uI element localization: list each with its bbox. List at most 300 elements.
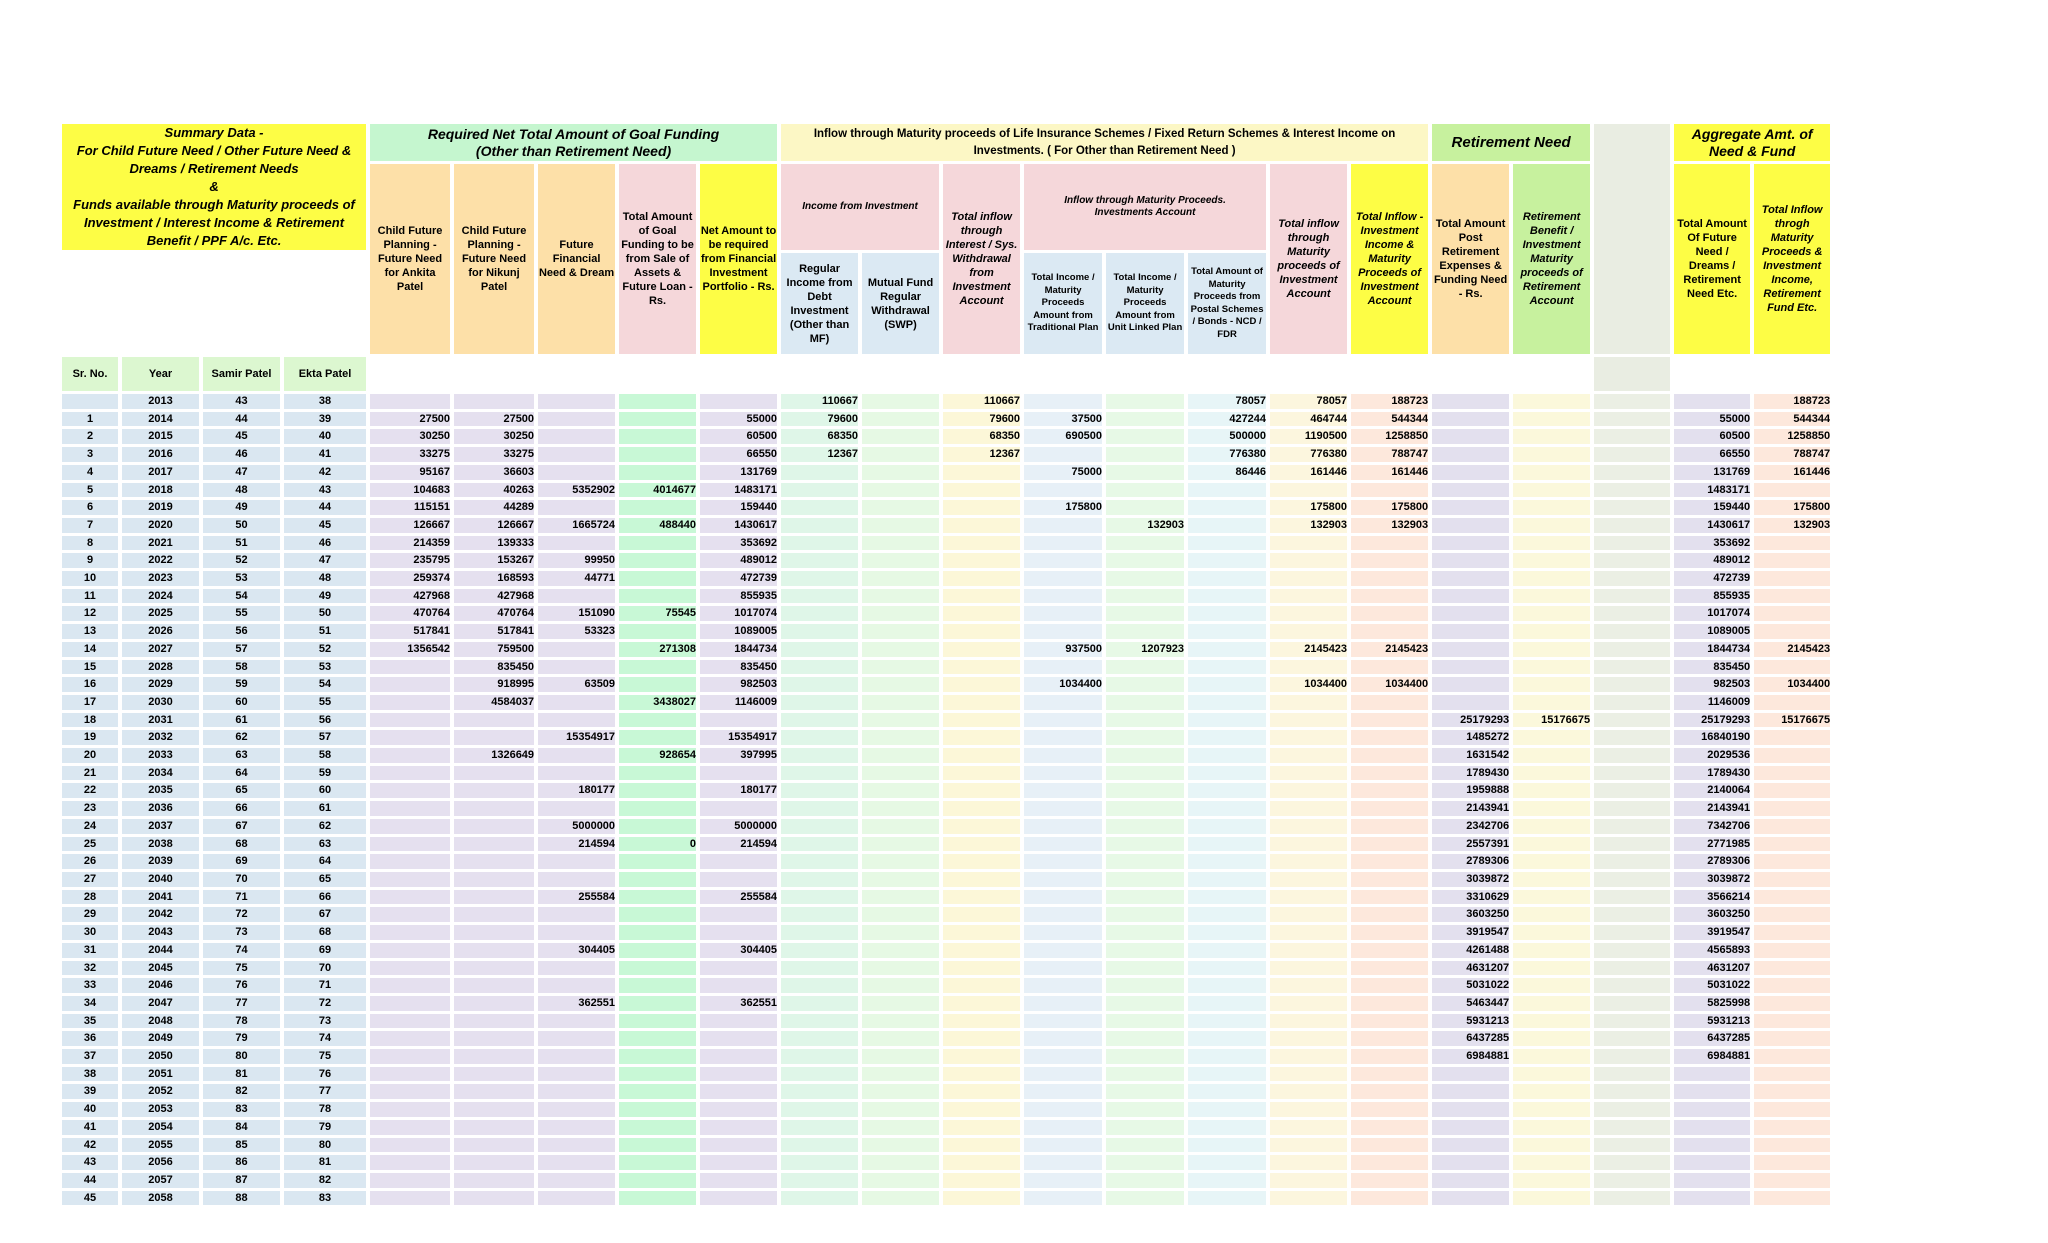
cell-post-retirement [1432, 465, 1509, 480]
cell-net-amount: 131769 [700, 465, 777, 480]
cell-net-amount: 1089005 [700, 624, 777, 639]
gap-cell [1594, 553, 1670, 568]
cell-samir-age: 86 [203, 1155, 280, 1170]
aggregate-header: Aggregate Amt. of Need & Fund [1674, 124, 1830, 161]
table-row [62, 801, 1830, 816]
cell-postal-schemes [1188, 536, 1266, 551]
cell-ekta-age: 47 [284, 553, 366, 568]
cell-retirement-benefit [1513, 872, 1590, 887]
cell-unit-linked [1106, 536, 1184, 551]
cell-goal-funding-assets [619, 1102, 696, 1117]
cell-nikunj-need: 33275 [454, 447, 534, 462]
cell-traditional-plan [1024, 907, 1102, 922]
cell-future-need: 180177 [538, 783, 615, 798]
cell-future-need [538, 1084, 615, 1099]
cell-nikunj-need: 126667 [454, 518, 534, 533]
cell-regular-income [781, 677, 858, 692]
cell-nikunj-need [454, 978, 534, 993]
cell-traditional-plan [1024, 624, 1102, 639]
cell-regular-income [781, 500, 858, 515]
cell-year: 2034 [122, 766, 199, 781]
cell-retirement-benefit [1513, 1138, 1590, 1153]
cell-future-need [538, 642, 615, 657]
cell-samir-age: 44 [203, 412, 280, 427]
cell-unit-linked [1106, 961, 1184, 976]
cell-year: 2021 [122, 536, 199, 551]
cell-samir-age: 74 [203, 943, 280, 958]
gap-cell [1594, 961, 1670, 976]
cell-aggregate-inflow [1754, 872, 1830, 887]
cell-year: 2020 [122, 518, 199, 533]
cell-aggregate-need [1674, 1067, 1750, 1082]
cell-unit-linked [1106, 1014, 1184, 1029]
cell-ekta-age: 74 [284, 1031, 366, 1046]
cell-traditional-plan [1024, 1173, 1102, 1188]
gap-cell [1594, 766, 1670, 781]
cell-swp [862, 907, 939, 922]
cell-swp [862, 429, 939, 444]
inflow-maturity-header: Inflow through Maturity Proceeds. Investments Account [1024, 164, 1266, 250]
cell-unit-linked [1106, 624, 1184, 639]
cell-post-retirement: 3039872 [1432, 872, 1509, 887]
cell-retirement-benefit [1513, 943, 1590, 958]
cell-future-need: 1665724 [538, 518, 615, 533]
gap-cell [1594, 394, 1670, 409]
cell-net-amount [700, 1084, 777, 1099]
cell-nikunj-need: 139333 [454, 536, 534, 551]
cell-total-inflow-investment [1351, 766, 1428, 781]
cell-aggregate-inflow [1754, 996, 1830, 1011]
cell-ankita-need [370, 1102, 450, 1117]
cell-total-inflow-investment [1351, 660, 1428, 675]
cell-retirement-benefit [1513, 660, 1590, 675]
cell-sr-no: 11 [62, 589, 118, 604]
cell-total-inflow-investment [1351, 1155, 1428, 1170]
cell-net-amount: 60500 [700, 429, 777, 444]
gap-cell [1594, 447, 1670, 462]
cell-future-need [538, 713, 615, 728]
cell-year: 2033 [122, 748, 199, 763]
cell-nikunj-need: 835450 [454, 660, 534, 675]
table-row [62, 1049, 1830, 1064]
gap-cell [1594, 465, 1670, 480]
cell-total-inflow-maturity [1270, 606, 1347, 621]
cell-postal-schemes: 78057 [1188, 394, 1266, 409]
cell-regular-income [781, 996, 858, 1011]
cell-total-inflow-maturity [1270, 536, 1347, 551]
cell-regular-income: 12367 [781, 447, 858, 462]
cell-traditional-plan: 37500 [1024, 412, 1102, 427]
cell-retirement-benefit [1513, 589, 1590, 604]
cell-unit-linked: 132903 [1106, 518, 1184, 533]
cell-sr-no: 12 [62, 606, 118, 621]
cell-samir-age: 60 [203, 695, 280, 710]
cell-aggregate-need: 2771985 [1674, 837, 1750, 852]
cell-year: 2015 [122, 429, 199, 444]
cell-total-inflow-interest [943, 1173, 1020, 1188]
cell-future-need: 15354917 [538, 730, 615, 745]
cell-samir-age: 54 [203, 589, 280, 604]
cell-total-inflow-maturity [1270, 1155, 1347, 1170]
cell-swp [862, 1138, 939, 1153]
cell-traditional-plan [1024, 1191, 1102, 1206]
cell-goal-funding-assets [619, 1138, 696, 1153]
cell-post-retirement: 2789306 [1432, 854, 1509, 869]
cell-postal-schemes [1188, 553, 1266, 568]
cell-total-inflow-maturity [1270, 713, 1347, 728]
cell-future-need [538, 1049, 615, 1064]
cell-sr-no: 19 [62, 730, 118, 745]
cell-ankita-need [370, 1014, 450, 1029]
cell-year: 2022 [122, 553, 199, 568]
cell-swp [862, 890, 939, 905]
cell-sr-no: 35 [62, 1014, 118, 1029]
cell-ekta-age: 42 [284, 465, 366, 480]
cell-swp [862, 500, 939, 515]
cell-postal-schemes [1188, 907, 1266, 922]
cell-aggregate-need: 2140064 [1674, 783, 1750, 798]
cell-aggregate-inflow [1754, 1138, 1830, 1153]
cell-postal-schemes [1188, 872, 1266, 887]
cell-year: 2019 [122, 500, 199, 515]
cell-year: 2038 [122, 837, 199, 852]
cell-post-retirement [1432, 500, 1509, 515]
cell-ekta-age: 73 [284, 1014, 366, 1029]
cell-future-need [538, 1067, 615, 1082]
cell-retirement-benefit [1513, 606, 1590, 621]
cell-ekta-age: 49 [284, 589, 366, 604]
cell-aggregate-inflow [1754, 571, 1830, 586]
cell-goal-funding-assets [619, 872, 696, 887]
table-row [62, 766, 1830, 781]
cell-traditional-plan [1024, 1049, 1102, 1064]
gap-cell [1594, 1120, 1670, 1135]
cell-year: 2032 [122, 730, 199, 745]
cell-traditional-plan [1024, 1031, 1102, 1046]
cell-total-inflow-investment: 788747 [1351, 447, 1428, 462]
cell-regular-income [781, 943, 858, 958]
cell-ankita-need: 27500 [370, 412, 450, 427]
cell-unit-linked [1106, 713, 1184, 728]
cell-aggregate-inflow [1754, 961, 1830, 976]
cell-ankita-need [370, 695, 450, 710]
cell-aggregate-need [1674, 1191, 1750, 1206]
cell-total-inflow-maturity [1270, 589, 1347, 604]
cell-year: 2052 [122, 1084, 199, 1099]
cell-traditional-plan [1024, 872, 1102, 887]
cell-swp [862, 801, 939, 816]
cell-net-amount: 5000000 [700, 819, 777, 834]
cell-aggregate-inflow [1754, 854, 1830, 869]
cell-retirement-benefit [1513, 429, 1590, 444]
cell-nikunj-need [454, 1173, 534, 1188]
gap-cell [1594, 624, 1670, 639]
cell-aggregate-need: 1017074 [1674, 606, 1750, 621]
cell-total-inflow-investment [1351, 1120, 1428, 1135]
cell-regular-income [781, 890, 858, 905]
cell-aggregate-inflow [1754, 1084, 1830, 1099]
cell-total-inflow-investment [1351, 872, 1428, 887]
gap-cell [1594, 518, 1670, 533]
cell-postal-schemes [1188, 1014, 1266, 1029]
cell-traditional-plan [1024, 713, 1102, 728]
cell-nikunj-need: 27500 [454, 412, 534, 427]
cell-total-inflow-maturity [1270, 890, 1347, 905]
col-retirement-benefit-header: Retirement Benefit / Investment Maturity proceeds of Retirement Account [1513, 164, 1590, 354]
cell-total-inflow-maturity: 132903 [1270, 518, 1347, 533]
col-total-inflow-maturity-header: Total inflow through Maturity proceeds of Investment Account [1270, 164, 1347, 354]
cell-aggregate-inflow [1754, 766, 1830, 781]
cell-net-amount: 1430617 [700, 518, 777, 533]
cell-samir-age: 76 [203, 978, 280, 993]
table-row [62, 1138, 1830, 1153]
cell-regular-income [781, 837, 858, 852]
gap-cell [1594, 429, 1670, 444]
gap-cell [1594, 500, 1670, 515]
cell-total-inflow-interest: 79600 [943, 412, 1020, 427]
cell-samir-age: 80 [203, 1049, 280, 1064]
cell-ekta-age: 43 [284, 483, 366, 498]
cell-postal-schemes: 500000 [1188, 429, 1266, 444]
cell-year: 2042 [122, 907, 199, 922]
cell-total-inflow-maturity [1270, 837, 1347, 852]
cell-sr-no: 10 [62, 571, 118, 586]
cell-aggregate-need: 4631207 [1674, 961, 1750, 976]
cell-sr-no: 25 [62, 837, 118, 852]
cell-unit-linked [1106, 978, 1184, 993]
cell-sr-no: 31 [62, 943, 118, 958]
cell-swp [862, 925, 939, 940]
cell-nikunj-need: 4584037 [454, 695, 534, 710]
cell-ekta-age: 81 [284, 1155, 366, 1170]
cell-swp [862, 447, 939, 462]
cell-samir-age: 87 [203, 1173, 280, 1188]
cell-post-retirement: 3603250 [1432, 907, 1509, 922]
cell-sr-no: 41 [62, 1120, 118, 1135]
cell-sr-no: 4 [62, 465, 118, 480]
cell-total-inflow-investment [1351, 1173, 1428, 1188]
gap-cell [1594, 677, 1670, 692]
cell-goal-funding-assets: 75545 [619, 606, 696, 621]
cell-total-inflow-interest [943, 642, 1020, 657]
cell-aggregate-inflow [1754, 819, 1830, 834]
col-regular-income-header: Regular Income from Debt Investment (Other than MF) [781, 253, 858, 354]
cell-aggregate-need [1674, 1155, 1750, 1170]
cell-ekta-age: 75 [284, 1049, 366, 1064]
cell-post-retirement [1432, 1155, 1509, 1170]
cell-post-retirement: 5931213 [1432, 1014, 1509, 1029]
cell-total-inflow-maturity [1270, 624, 1347, 639]
cell-traditional-plan [1024, 483, 1102, 498]
cell-regular-income [781, 606, 858, 621]
cell-regular-income [781, 1155, 858, 1170]
cell-post-retirement: 1959888 [1432, 783, 1509, 798]
cell-year: 2025 [122, 606, 199, 621]
cell-swp [862, 748, 939, 763]
cell-samir-age: 78 [203, 1014, 280, 1029]
cell-total-inflow-interest [943, 677, 1020, 692]
cell-swp [862, 819, 939, 834]
cell-ankita-need: 126667 [370, 518, 450, 533]
cell-aggregate-inflow [1754, 748, 1830, 763]
cell-aggregate-inflow [1754, 943, 1830, 958]
cell-year: 2013 [122, 394, 199, 409]
cell-sr-no: 9 [62, 553, 118, 568]
cell-swp [862, 660, 939, 675]
cell-total-inflow-investment [1351, 1031, 1428, 1046]
cell-ekta-age: 58 [284, 748, 366, 763]
cell-net-amount: 66550 [700, 447, 777, 462]
cell-total-inflow-interest [943, 695, 1020, 710]
cell-aggregate-need: 4565893 [1674, 943, 1750, 958]
cell-postal-schemes [1188, 978, 1266, 993]
table-row [62, 943, 1830, 958]
cell-total-inflow-investment [1351, 606, 1428, 621]
cell-total-inflow-investment [1351, 1049, 1428, 1064]
cell-aggregate-need: 159440 [1674, 500, 1750, 515]
gap-cell [1594, 925, 1670, 940]
cell-aggregate-need: 25179293 [1674, 713, 1750, 728]
cell-traditional-plan [1024, 890, 1102, 905]
table-row [62, 1067, 1830, 1082]
table-row [62, 1155, 1830, 1170]
cell-total-inflow-investment [1351, 1014, 1428, 1029]
cell-total-inflow-investment [1351, 695, 1428, 710]
cell-total-inflow-investment [1351, 996, 1428, 1011]
cell-net-amount: 472739 [700, 571, 777, 586]
cell-net-amount [700, 1138, 777, 1153]
cell-samir-age: 56 [203, 624, 280, 639]
cell-aggregate-inflow [1754, 907, 1830, 922]
cell-ekta-age: 59 [284, 766, 366, 781]
cell-samir-age: 65 [203, 783, 280, 798]
cell-retirement-benefit [1513, 730, 1590, 745]
cell-unit-linked [1106, 1067, 1184, 1082]
cell-nikunj-need: 918995 [454, 677, 534, 692]
cell-swp [862, 536, 939, 551]
gap-cell [1594, 606, 1670, 621]
gap-cell [1594, 837, 1670, 852]
cell-samir-age: 77 [203, 996, 280, 1011]
cell-sr-no: 7 [62, 518, 118, 533]
cell-retirement-benefit [1513, 1031, 1590, 1046]
cell-total-inflow-interest [943, 961, 1020, 976]
cell-unit-linked [1106, 429, 1184, 444]
cell-ankita-need [370, 996, 450, 1011]
cell-samir-age: 52 [203, 553, 280, 568]
cell-postal-schemes [1188, 677, 1266, 692]
cell-future-need: 304405 [538, 943, 615, 958]
cell-post-retirement: 4261488 [1432, 943, 1509, 958]
col-nikunj-header: Child Future Planning - Future Need for Nikunj Patel [454, 164, 534, 354]
cell-retirement-benefit [1513, 465, 1590, 480]
cell-year: 2045 [122, 961, 199, 976]
col-sr-no-header: Sr. No. [62, 357, 118, 391]
table-row [62, 589, 1830, 604]
cell-regular-income [781, 553, 858, 568]
table-row [62, 1102, 1830, 1117]
gap-cell [1594, 1138, 1670, 1153]
col-future-need-header: Future Financial Need & Dream [538, 164, 615, 354]
cell-aggregate-inflow [1754, 589, 1830, 604]
table-row [62, 695, 1830, 710]
cell-year: 2028 [122, 660, 199, 675]
cell-swp [862, 783, 939, 798]
cell-postal-schemes [1188, 943, 1266, 958]
cell-total-inflow-interest [943, 978, 1020, 993]
cell-future-need [538, 854, 615, 869]
cell-ekta-age: 63 [284, 837, 366, 852]
cell-goal-funding-assets [619, 1049, 696, 1064]
cell-swp [862, 872, 939, 887]
cell-aggregate-need: 1844734 [1674, 642, 1750, 657]
gap-cell [1594, 1014, 1670, 1029]
cell-total-inflow-maturity: 161446 [1270, 465, 1347, 480]
cell-traditional-plan [1024, 518, 1102, 533]
cell-goal-funding-assets [619, 624, 696, 639]
cell-future-need [538, 500, 615, 515]
gap-cell [1594, 1173, 1670, 1188]
cell-nikunj-need [454, 1014, 534, 1029]
cell-traditional-plan: 937500 [1024, 642, 1102, 657]
cell-sr-no: 37 [62, 1049, 118, 1064]
cell-swp [862, 642, 939, 657]
cell-aggregate-need [1674, 1120, 1750, 1135]
cell-samir-age: 51 [203, 536, 280, 551]
col-unit-linked-header: Total Income / Maturity Proceeds Amount from Unit Linked Plan [1106, 253, 1184, 354]
cell-post-retirement: 6437285 [1432, 1031, 1509, 1046]
cell-ekta-age: 70 [284, 961, 366, 976]
cell-ankita-need [370, 1067, 450, 1082]
cell-year: 2047 [122, 996, 199, 1011]
cell-aggregate-need: 3919547 [1674, 925, 1750, 940]
cell-total-inflow-investment: 188723 [1351, 394, 1428, 409]
cell-aggregate-need: 2789306 [1674, 854, 1750, 869]
cell-nikunj-need: 1326649 [454, 748, 534, 763]
cell-net-amount [700, 1031, 777, 1046]
cell-net-amount: 397995 [700, 748, 777, 763]
cell-sr-no: 40 [62, 1102, 118, 1117]
cell-nikunj-need [454, 890, 534, 905]
cell-sr-no: 14 [62, 642, 118, 657]
cell-aggregate-inflow [1754, 483, 1830, 498]
table-row [62, 394, 1830, 409]
cell-post-retirement [1432, 589, 1509, 604]
cell-goal-funding-assets [619, 447, 696, 462]
cell-ankita-need [370, 1191, 450, 1206]
cell-retirement-benefit [1513, 412, 1590, 427]
cell-traditional-plan: 175800 [1024, 500, 1102, 515]
cell-goal-funding-assets [619, 412, 696, 427]
cell-year: 2014 [122, 412, 199, 427]
cell-regular-income [781, 1084, 858, 1099]
cell-samir-age: 81 [203, 1067, 280, 1082]
cell-nikunj-need [454, 1102, 534, 1117]
cell-regular-income [781, 961, 858, 976]
cell-retirement-benefit [1513, 1120, 1590, 1135]
cell-aggregate-inflow: 788747 [1754, 447, 1830, 462]
cell-postal-schemes [1188, 766, 1266, 781]
cell-year: 2017 [122, 465, 199, 480]
cell-samir-age: 45 [203, 429, 280, 444]
cell-swp [862, 606, 939, 621]
cell-ekta-age: 50 [284, 606, 366, 621]
cell-total-inflow-interest [943, 606, 1020, 621]
cell-total-inflow-maturity [1270, 1031, 1347, 1046]
cell-post-retirement [1432, 677, 1509, 692]
cell-future-need [538, 412, 615, 427]
cell-total-inflow-maturity: 2145423 [1270, 642, 1347, 657]
